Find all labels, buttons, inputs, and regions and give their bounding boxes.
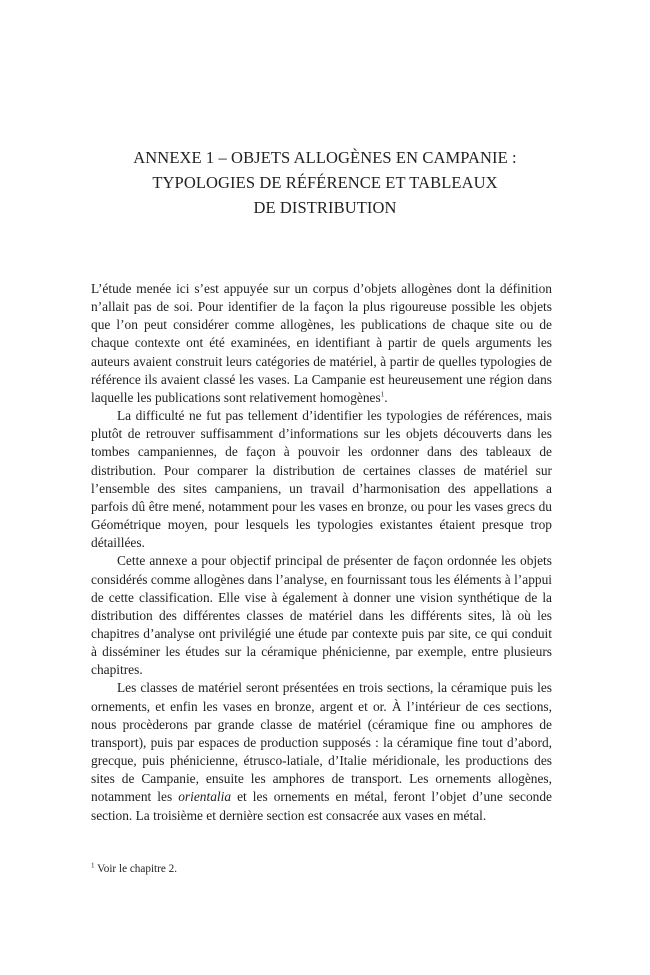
footnote-text: Voir le chapitre 2. [94,863,178,875]
paragraph-1-text: L’étude menée ici s’est appuyée sur un corpus d’objets allogènes dont la définition n’allait pas de soi. Pour identifier de la façon la plus rigoureuse possible les objets que l’on peut considérer comme allogènes, les publications de chaque site ou de chaque contexte ont été examinées, en identifiant à partir de quels arguments les auteurs avaient construit leurs catégories de matériel, à partir de quelles typologies de référence ils avaient classé les vases. La Campanie est heureusement une région dans laquelle les publications sont relativement homogènes [91,281,552,405]
page-title [60,145,590,220]
paragraph-1-end: . [384,389,388,405]
footnote-number: 1 [91,861,95,870]
footnote-reference[interactable]: 1 [380,390,385,399]
paragraph-2: La difficulté ne fut pas tellement d’identifier les typologies de références, mais plutôt de retrouver suffisamment d’informations sur les objets découverts dans les tombes campaniennes, de façon à pouvoir les ordonner dans des tableaux de distribution. Pour comparer la distribution de certaines classes de matériel sur l’ensemble des sites campaniens, un travail d’harmonisation des appellations a parfois dû être mené, notamment pour les vases en bronze, ou pour les vases grecs du Géométrique moyen, pour lesquels les typologies existantes étaient presque trop détaillées. [91,408,552,551]
footnote [91,862,177,877]
body-text [91,280,552,825]
paragraph-1 [91,280,552,407]
paragraph-4 [91,679,552,824]
paragraph-4-emphasis: orientalia [178,789,232,805]
paragraph-3: Cette annexe a pour objectif principal de présenter de façon ordonnée les objets considérés comme allogènes dans l’analyse, en fournissant tous les éléments à l’appui de cette classification. Elle vise à également à donner une vision synthétique de la distribution des différentes classes de matériel dans les différents sites, là où les chapitres d’analyse ont privilégié une étude par contexte puis par site, ce qui conduit à disséminer les études sur la céramique phénicienne, par exemple, entre plusieurs chapitres. [91,553,552,678]
title-line-3: DE DISTRIBUTION [253,198,397,217]
title-line-2: TYPOLOGIES DE RÉFÉRENCE ET TABLEAUX [152,173,498,192]
title-line-1: ANNEXE 1 – OBJETS ALLOGÈNES EN CAMPANIE : [133,148,517,167]
paragraph-4-text-a: Les classes de matériel seront présentées en trois sections, la céramique puis les ornements, et enfin les vases en bronze, argent et or. À l’intérieur de ces sections, nous procèderons par grande classe de matériel (céramique fine ou amphores de transport), puis par espaces de production supposés : la céramique fine tout d’abord, grecque, puis phénicienne, étrusco-latiale, d’Italie méridionale, les productions des sites de Campanie, ensuite les amphores de transport. Les ornements allogènes, notamment les [91,680,552,805]
paragraph-4-text-b: et les ornements en métal, feront l’objet d’une seconde section. La troisième et dernière section est consacrée aux vases en métal. [91,789,552,823]
